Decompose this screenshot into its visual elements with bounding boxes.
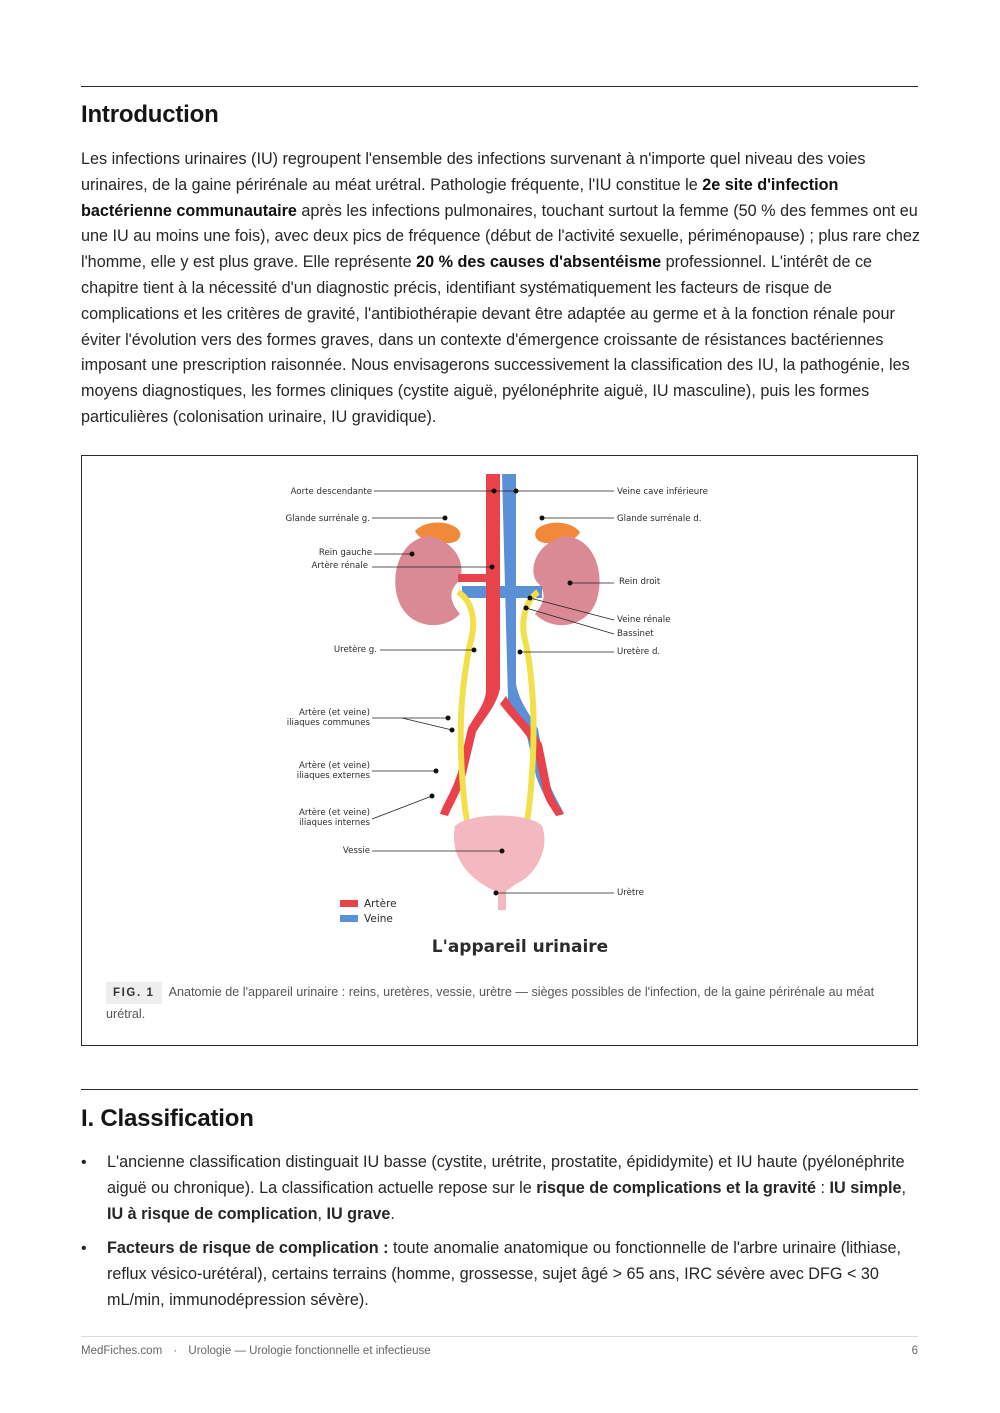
label-surrenale-g: Glande surrénale g. — [285, 514, 370, 524]
label-iliaques-internes-2: iliaques internes — [299, 818, 370, 828]
legend-artery-swatch — [340, 900, 358, 907]
intro-heading: Introduction — [81, 101, 219, 128]
section-divider — [81, 1089, 918, 1090]
classification-list — [81, 1150, 918, 1323]
label-aorte: Aorte descendante — [290, 487, 372, 497]
classification-heading: I. Classification — [81, 1105, 254, 1132]
label-iliaques-communes-2: iliaques communes — [286, 718, 370, 728]
label-iliaques-internes-1: Artère (et veine) — [298, 808, 370, 818]
label-uretere-d: Uretère d. — [617, 647, 661, 657]
label-veine-renale: Veine rénale — [617, 615, 671, 625]
footer-divider — [81, 1336, 918, 1337]
document-page — [81, 0, 921, 1413]
label-iliaques-externes-1: Artère (et veine) — [298, 761, 370, 771]
legend-artere: Artère — [364, 898, 397, 910]
legend-veine: Veine — [364, 913, 393, 925]
label-bassinet: Bassinet — [617, 629, 654, 639]
figure-urinary-anatomy — [81, 455, 918, 1046]
figure-tag: FIG. 1 — [106, 982, 162, 1004]
label-vessie: Vessie — [342, 846, 370, 856]
label-rein-gauche: Rein gauche — [318, 548, 372, 558]
bullet-icon: • — [81, 1240, 87, 1258]
label-rein-droit: Rein droit — [619, 577, 661, 587]
label-uretre: Urètre — [617, 888, 644, 898]
intro-paragraph: Les infections urinaires (IU) regroupent l'ensemble des infections survenant à n'importe quel niveau des voies urinaires, de la gaine périrénale au méat urétral. Pathologie fréquente, l'IU constitue le 2e site d'infection bactérienne communautaire après les infections pulmonaires, touchant surtout la femme (50 % des femmes ont eu une IU au moins une fois), avec deux pics de fréquence (début de l'activité sexuelle, périménopause) ; plus rare chez l'homme, elle y est plus grave. Elle représente 20 % des causes d'absentéisme professionnel. L'intérêt de ce chapitre tient à la nécessité d'un diagnostic précis, identifiant systématiquement les facteurs de risque de complications et les critères de gravité, l'antibiothérapie devant être adaptée au germe et à la fonction rénale pour éviter l'évolution vers des formes graves, dans un contexte d'émergence croissante de résistances bactériennes imposant une prescription raisonnée. Nous envisagerons successivement la classification des IU, la pathogénie, les moyens diagnostiques, les formes cliniques (cystite aiguë, pyélonéphrite aiguë, IU masculine), puis les formes particulières (colonisation urinaire, IU gravidique). — [81, 150, 921, 426]
page-footer — [81, 1345, 918, 1357]
bullet-icon: • — [81, 1154, 87, 1171]
figure-title: L'appareil urinaire — [431, 937, 609, 957]
urinary-system-illustration — [280, 474, 720, 964]
urethra — [498, 884, 506, 910]
label-uretere-g: Uretère g. — [333, 645, 377, 655]
section-divider — [81, 86, 918, 87]
figure-caption: FIG. 1 Anatomie de l'appareil urinaire : reins, uretères, vessie, urètre — sièges possibles de l'infection, de la gaine périrénale au méat urétral. — [106, 982, 896, 1024]
label-artere-renale: Artère rénale — [311, 561, 368, 571]
footer-separator: · — [173, 1345, 178, 1357]
right-kidney — [533, 536, 599, 625]
bladder — [454, 816, 545, 895]
list-item: • Facteurs de risque de complication : toute anomalie anatomique ou fonctionnelle de l'arbre urinaire (lithiase, reflux vésico-urétéral), certains terrains (homme, grossesse, sujet âgé > 65 ans, IRC sévère avec DFG < 30 mL/min, immunodépression sévère). — [81, 1236, 918, 1313]
footer-section: Urologie — Urologie fonctionnelle et infectieuse — [188, 1345, 431, 1357]
left-kidney — [395, 536, 461, 625]
footer-site: MedFiches.com — [81, 1345, 163, 1357]
legend-vein-swatch — [340, 915, 358, 922]
label-iliaques-externes-2: iliaques externes — [296, 771, 370, 781]
page-number: 6 — [911, 1345, 918, 1357]
left-ureter — [458, 592, 473, 834]
list-item: • L'ancienne classification distinguait IU basse (cystite, urétrite, prostatite, épididymite) et IU haute (pyélonéphrite aiguë ou chronique). La classification actuelle repose sur le risque de complications et la gravité : IU simple, IU à risque de complication, IU grave. — [81, 1150, 918, 1227]
label-surrenale-d: Glande surrénale d. — [617, 514, 702, 524]
renal-artery — [458, 574, 492, 582]
label-iliaques-communes-1: Artère (et veine) — [298, 708, 370, 718]
label-veine-cave: Veine cave inférieure — [617, 487, 708, 497]
